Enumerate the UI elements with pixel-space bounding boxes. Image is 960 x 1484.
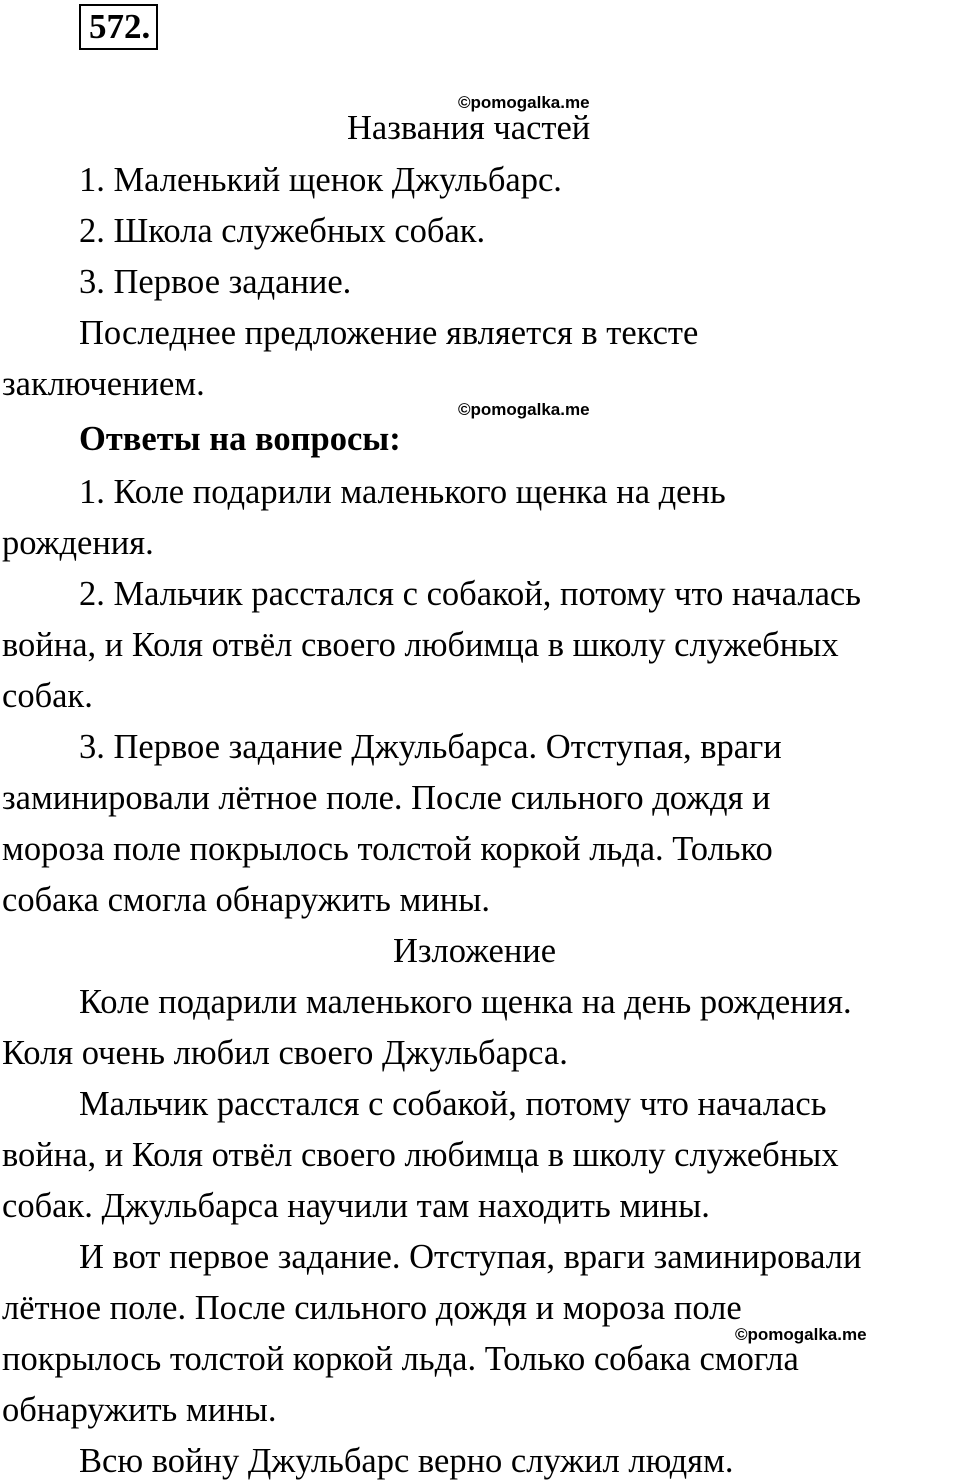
summary-p3-line: покрылось толстой коркой льда. Только собака смогла	[2, 1340, 799, 1378]
answer-1-line: 1. Коле подарили маленького щенка на день	[79, 473, 726, 511]
task-number: 572.	[79, 4, 158, 50]
answer-2-line: 2. Мальчик расстался с собакой, потому что началась	[79, 575, 861, 613]
summary-heading: Изложение	[393, 932, 557, 970]
conclusion-line: заключением.	[2, 365, 205, 403]
summary-p1-line: Коля очень любил своего Джульбарса.	[2, 1034, 568, 1072]
summary-p2-line: война, и Коля отвёл своего любимца в школу служебных	[2, 1136, 839, 1174]
summary-p4-line: Всю войну Джульбарс верно служил людям.	[79, 1442, 734, 1480]
answer-3-line: 3. Первое задание Джульбарса. Отступая, враги	[79, 728, 782, 766]
part-item-3: 3. Первое задание.	[79, 263, 352, 301]
summary-p3-line: обнаружить мины.	[2, 1391, 277, 1429]
answer-1-line: рождения.	[2, 524, 154, 562]
answer-2-line: война, и Коля отвёл своего любимца в школу служебных	[2, 626, 839, 664]
parts-heading: Названия частей	[347, 109, 591, 147]
part-item-2: 2. Школа служебных собак.	[79, 212, 486, 250]
watermark: ©pomogalka.me	[735, 1325, 867, 1344]
summary-p3-line: лётное поле. После сильного дождя и мороза поле	[2, 1289, 742, 1327]
answers-heading: Ответы на вопросы:	[79, 420, 401, 458]
answer-3-line: мороза поле покрылось толстой коркой льда. Только	[2, 830, 773, 868]
answer-3-line: заминировали лётное поле. После сильного дождя и	[2, 779, 771, 817]
summary-p1-line: Коле подарили маленького щенка на день рождения.	[79, 983, 852, 1021]
part-item-1: 1. Маленький щенок Джульбарс.	[79, 161, 562, 199]
conclusion-line: Последнее предложение является в тексте	[79, 314, 699, 352]
summary-p3-line: И вот первое задание. Отступая, враги заминировали	[79, 1238, 862, 1276]
watermark: ©pomogalka.me	[458, 93, 590, 112]
answer-3-line: собака смогла обнаружить мины.	[2, 881, 491, 919]
answer-2-line: собак.	[2, 677, 93, 715]
summary-p2-line: Мальчик расстался с собакой, потому что началась	[79, 1085, 827, 1123]
watermark: ©pomogalka.me	[458, 400, 590, 419]
summary-p2-line: собак. Джульбарса научили там находить мины.	[2, 1187, 710, 1225]
